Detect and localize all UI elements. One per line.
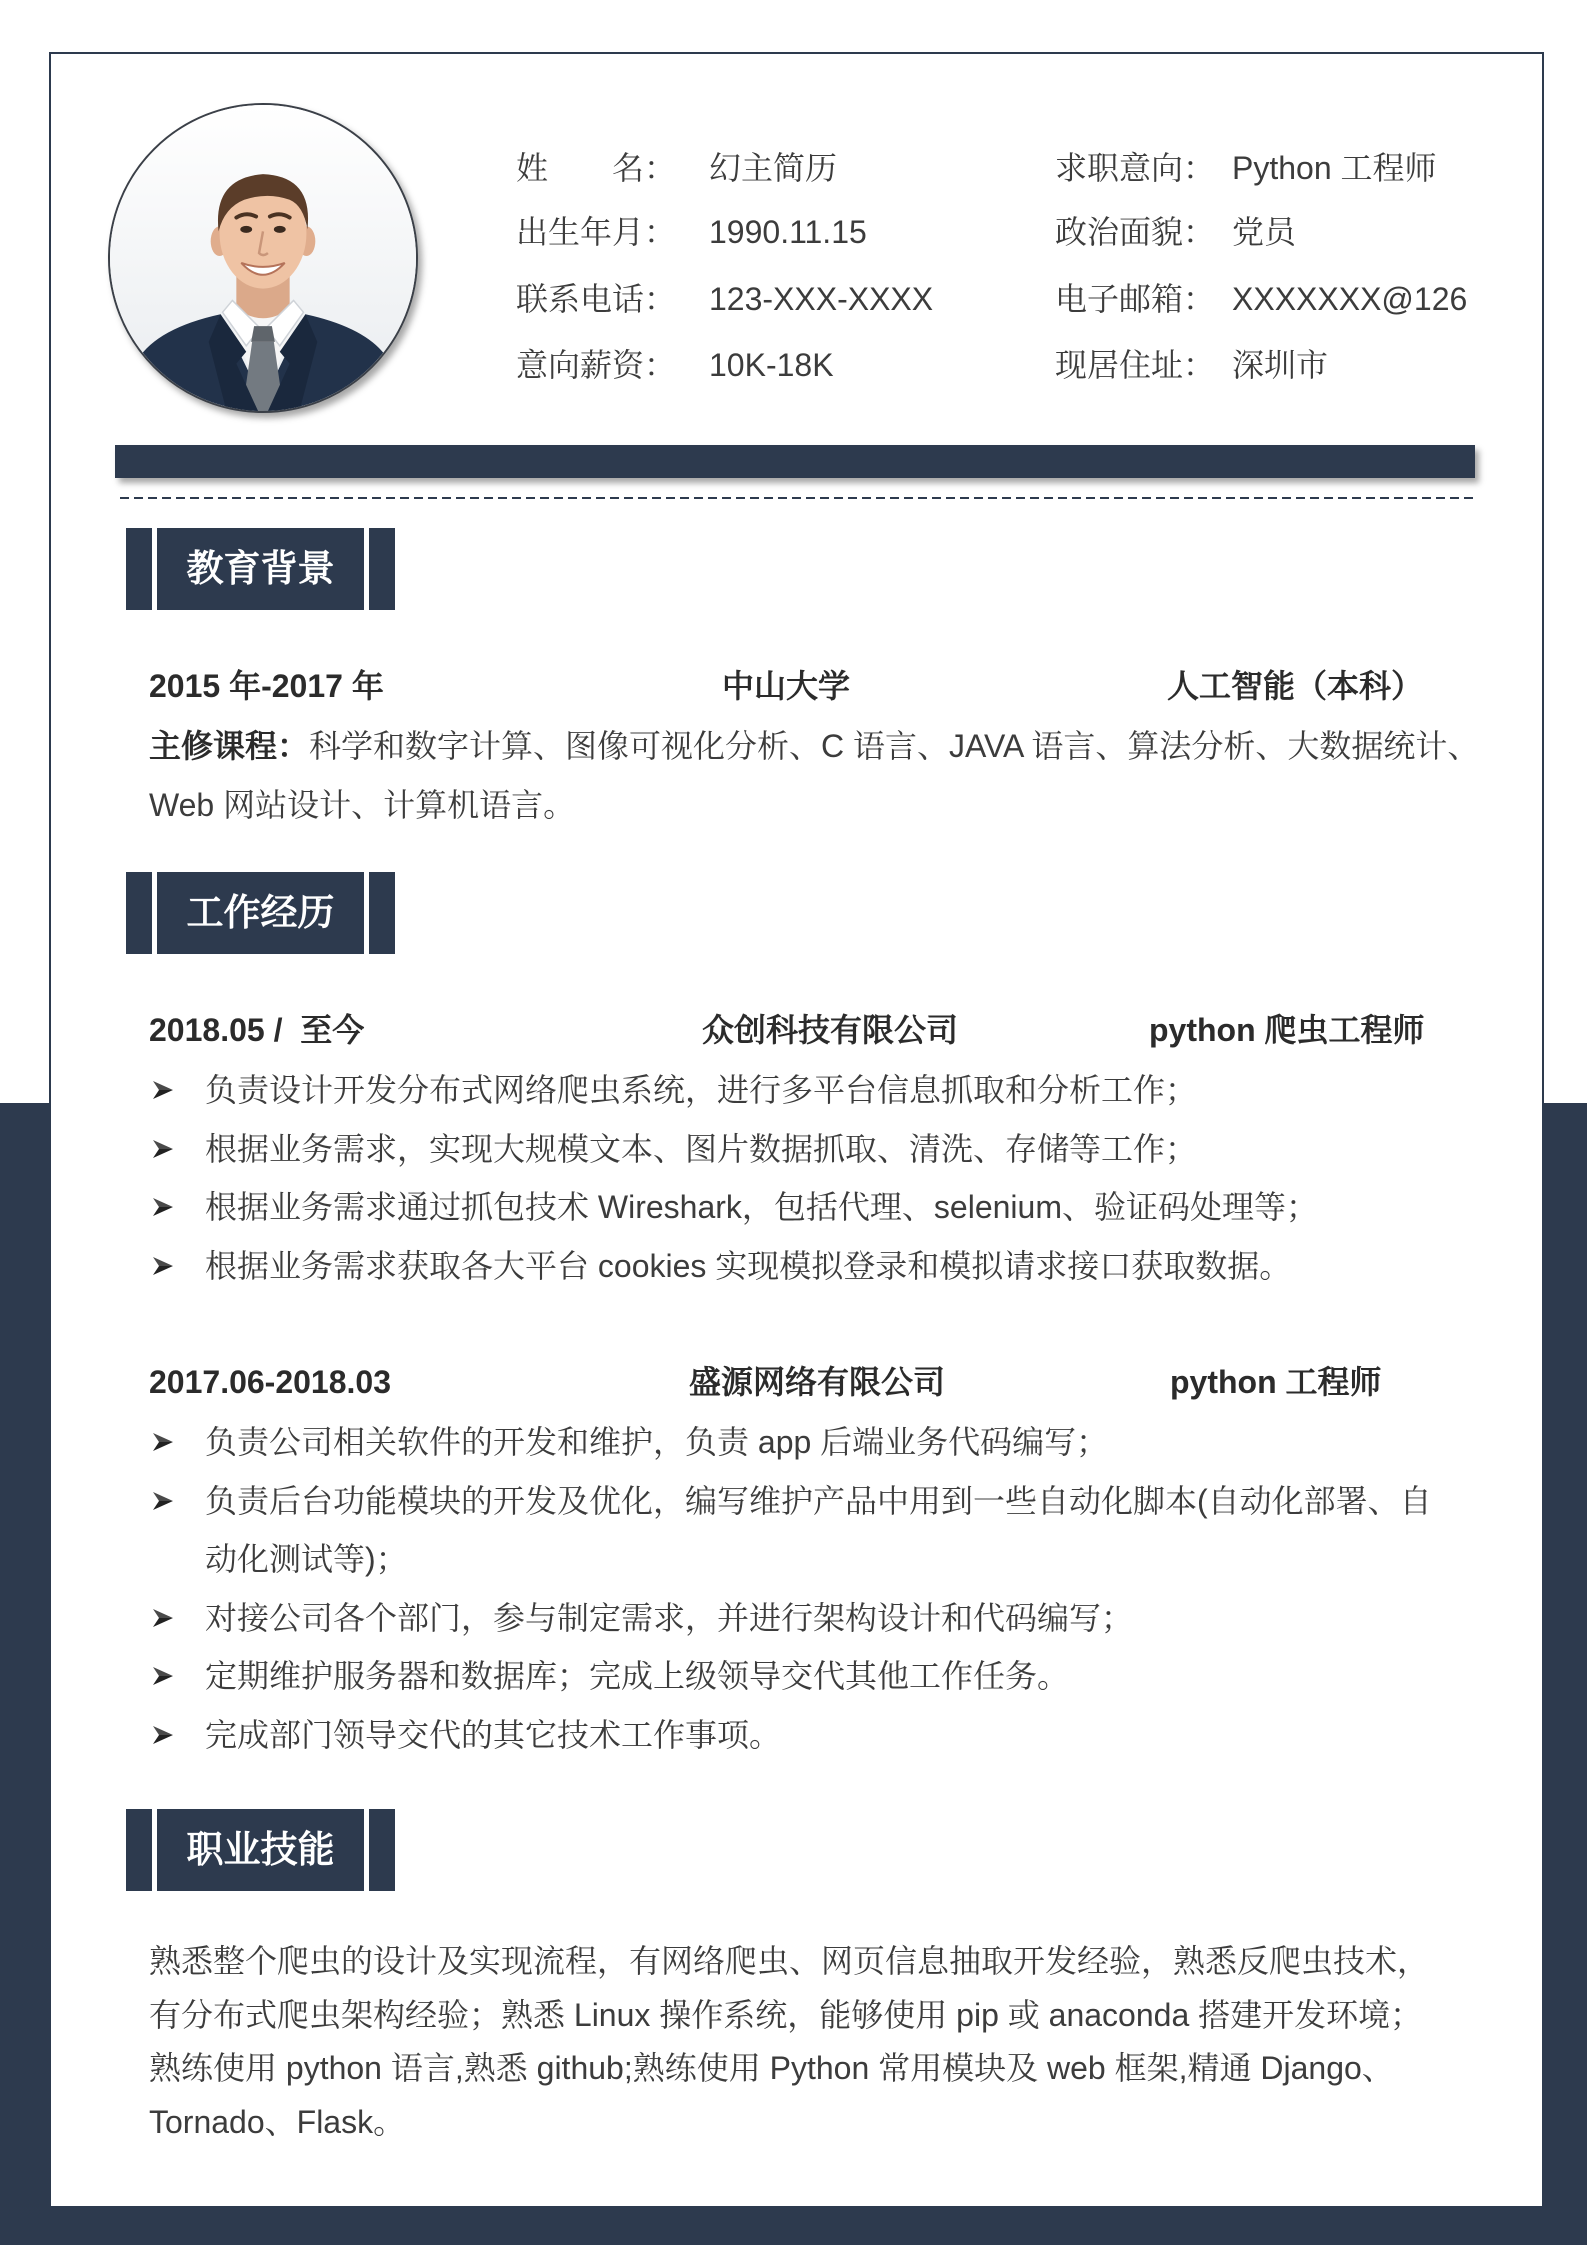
list-item <box>149 1706 1440 1765</box>
info-label: 联系电话： <box>516 281 677 317</box>
info-value: 10K-18K <box>709 347 834 383</box>
list-item <box>149 1647 1440 1706</box>
skills-line: 熟悉整个爬虫的设计及实现流程，有网络爬虫、网页信息抽取开发经验，熟悉反爬虫技术， <box>149 1943 1430 1979</box>
duty-text: 负责设计开发分布式网络爬虫系统，进行多平台信息抓取和分析工作； <box>205 1072 1198 1108</box>
info-address <box>1055 343 1328 387</box>
list-item <box>149 1472 1440 1589</box>
section-header-education <box>126 528 395 610</box>
info-birth-date <box>516 210 867 254</box>
arrow-bullet-icon <box>152 1139 174 1159</box>
course-label: 主修课程： <box>149 728 310 764</box>
job-company: 盛源网络有限公司 <box>689 1364 946 1400</box>
course-line <box>149 717 1479 776</box>
list-item <box>149 1178 1440 1237</box>
duty-text: 定期维护服务器和数据库；完成上级领导交代其他工作任务。 <box>205 1658 1070 1694</box>
arrow-bullet-icon <box>152 1256 174 1276</box>
job-period: 2017.06-2018.03 <box>149 1364 391 1400</box>
job-position: python 工程师 <box>1170 1364 1382 1400</box>
arrow-bullet-icon <box>152 1608 174 1628</box>
list-item <box>149 1061 1440 1120</box>
job-duties-list <box>149 1061 1440 1295</box>
duty-text: 对接公司各个部门，参与制定需求，并进行架构设计和代码编写； <box>205 1599 1134 1636</box>
arrow-bullet-icon <box>152 1080 174 1100</box>
duty-text: 根据业务需求通过抓包技术 Wireshark，包括代理、selenium、验证码处理等； <box>205 1189 1318 1225</box>
info-name <box>516 146 837 190</box>
skills-line: Tornado、Flask。 <box>149 2103 406 2140</box>
arrow-bullet-icon <box>152 1666 174 1686</box>
info-label: 姓 名： <box>516 150 677 186</box>
dashed-divider <box>120 497 1475 499</box>
section-header-skills <box>126 1809 395 1891</box>
info-value: 幻主简历 <box>709 150 838 186</box>
arrow-bullet-icon <box>152 1491 174 1511</box>
education-courses <box>149 717 1479 835</box>
profile-photo <box>108 103 418 413</box>
header-stripe <box>364 1809 369 1891</box>
info-phone <box>516 277 933 321</box>
job-period: 2018.05 / 至今 <box>149 1012 365 1048</box>
info-label: 政治面貌： <box>1055 214 1216 250</box>
course-line: Web 网站设计、计算机语言。 <box>149 787 576 823</box>
duty-text: 负责后台功能模块的开发及优化，编写维护产品中用到一些自动化脚本(自动化部署、自动化测试等)； <box>205 1482 1432 1577</box>
info-job-intention <box>1055 146 1437 190</box>
arrow-bullet-icon <box>152 1197 174 1217</box>
info-email <box>1055 277 1467 321</box>
info-label: 出生年月： <box>516 214 677 250</box>
education-period: 2015 年-2017 年 <box>149 668 384 704</box>
section-title: 教育背景 <box>186 548 335 589</box>
course-text: 科学和数字计算、图像可视化分析、C 语言、JAVA 语言、算法分析、大数据统计、 <box>309 728 1480 764</box>
skills-line: 熟练使用 python 语言,熟悉 github;熟练使用 Python 常用模块及 web 框架,精通 Django、 <box>149 2050 1394 2086</box>
info-label: 电子邮箱： <box>1055 281 1216 317</box>
info-label: 求职意向： <box>1055 150 1216 186</box>
duty-text: 负责公司相关软件的开发和维护，负责 app 后端业务代码编写； <box>205 1424 1109 1460</box>
education-school: 中山大学 <box>722 668 851 704</box>
skills-line: 有分布式爬虫架构经验；熟悉 Linux 操作系统，能够使用 pip 或 anaconda 搭建开发环境； <box>149 1996 1423 2033</box>
info-label: 现居住址： <box>1055 347 1216 383</box>
arrow-bullet-icon <box>152 1432 174 1452</box>
header-stripe <box>364 528 369 610</box>
job-company: 众创科技有限公司 <box>702 1012 959 1048</box>
job-position: python 爬虫工程师 <box>1149 1012 1425 1048</box>
info-label: 意向薪资： <box>516 347 677 383</box>
section-header-work <box>126 872 395 954</box>
info-value: XXXXXXX@126 <box>1232 281 1468 317</box>
info-value: 123-XXX-XXXX <box>709 281 934 317</box>
info-value: 深圳市 <box>1232 347 1329 383</box>
info-value: Python 工程师 <box>1232 150 1437 186</box>
section-title: 工作经历 <box>186 892 335 933</box>
info-value: 1990.11.15 <box>709 214 867 250</box>
duty-text: 完成部门领导交代的其它技术工作事项。 <box>205 1716 782 1753</box>
duty-text: 根据业务需求获取各大平台 cookies 实现模拟登录和模拟请求接口获取数据。 <box>205 1247 1292 1284</box>
list-item <box>149 1120 1440 1179</box>
skills-paragraph <box>149 1935 1429 2149</box>
job-duties-list <box>149 1413 1440 1764</box>
portrait-illustration <box>110 105 416 411</box>
info-political-status <box>1055 210 1296 254</box>
duty-text: 根据业务需求，实现大规模文本、图片数据抓取、清洗、存储等工作； <box>205 1130 1198 1167</box>
education-major: 人工智能（本科） <box>1167 668 1424 704</box>
header-divider-bar <box>115 445 1475 478</box>
header-stripe <box>364 872 369 954</box>
list-item <box>149 1237 1440 1296</box>
info-salary <box>516 343 834 387</box>
info-value: 党员 <box>1232 214 1297 250</box>
section-title: 职业技能 <box>186 1829 335 1870</box>
list-item <box>149 1413 1440 1472</box>
arrow-bullet-icon <box>152 1725 174 1745</box>
list-item <box>149 1589 1440 1648</box>
